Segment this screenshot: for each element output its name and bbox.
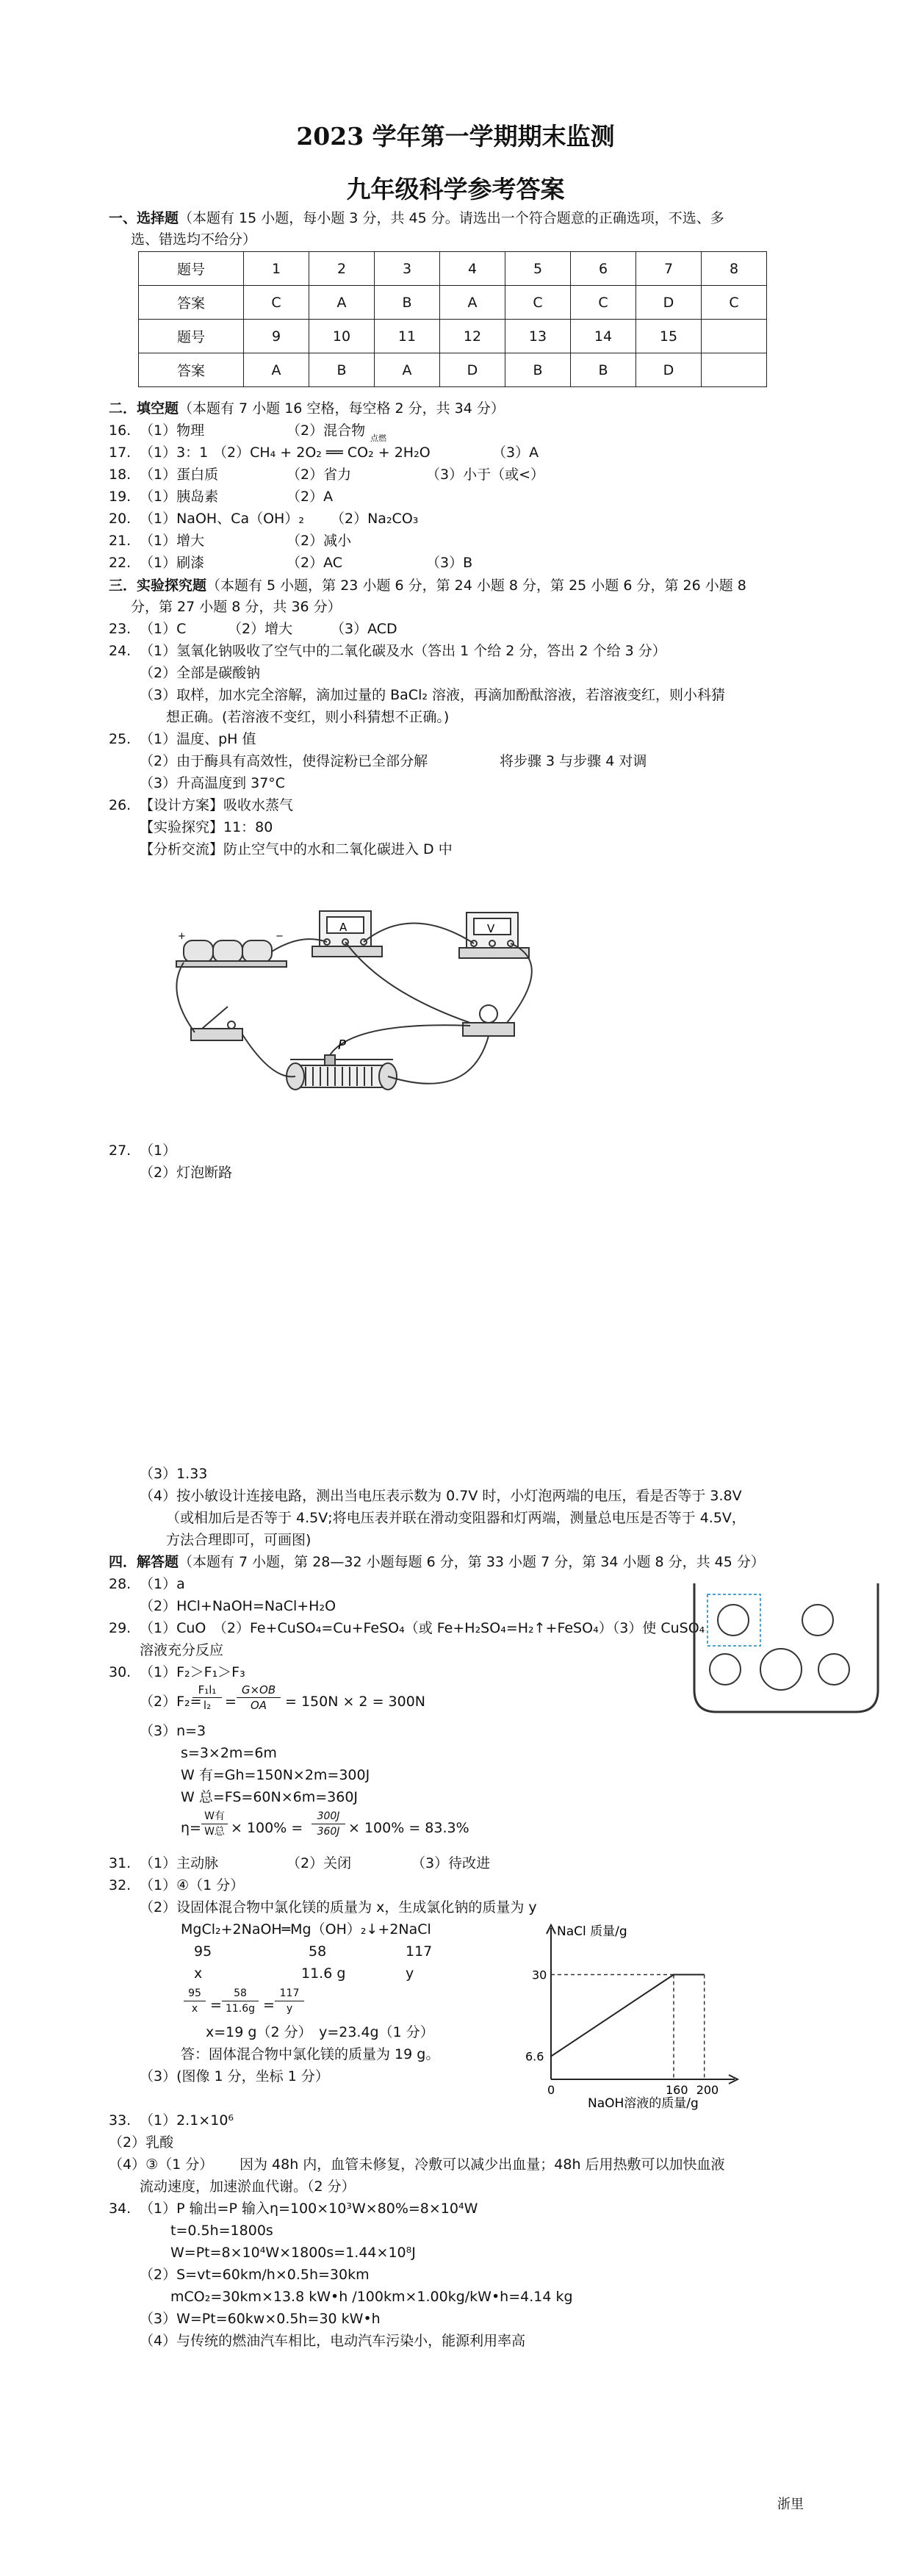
table-cell: 9 xyxy=(244,320,309,353)
table-cell xyxy=(702,353,767,387)
fraction-den: l₂ xyxy=(203,1699,212,1712)
fraction-num: 300J xyxy=(312,1809,345,1824)
table-cell: 6 xyxy=(571,252,636,286)
fraction-num: G×OB xyxy=(237,1683,281,1698)
nacl-chart xyxy=(507,1918,757,2116)
q30-line-7c: × 100% = 83.3% xyxy=(348,1820,469,1836)
q26-line-3: 【分析交流】防止空气中的水和二氧化碳进入 D 中 xyxy=(140,841,453,857)
q32-line-6: （3）(图像 1 分，坐标 1 分） xyxy=(140,2068,329,2084)
table-cell: 7 xyxy=(636,252,702,286)
section1-desc2: 选、错选均不给分） xyxy=(131,231,257,248)
q34-number: 34. xyxy=(109,2201,132,2217)
q33-line-4: 流动速度，加速淤血代谢。（2 分） xyxy=(140,2179,356,2195)
q33-number: 33. xyxy=(109,2112,132,2129)
table-cell: 题号 xyxy=(139,252,244,286)
molecule-circle xyxy=(760,1649,802,1690)
table-cell: 8 xyxy=(702,252,767,286)
q31-number: 31. xyxy=(109,1855,132,1871)
table-cell: 5 xyxy=(505,252,571,286)
table-cell: A xyxy=(440,286,505,320)
q34-line-6: （3）W=Pt=60kw×0.5h=30 kW•h xyxy=(140,2311,381,2327)
q26-number: 26. xyxy=(109,797,132,813)
q29-number: 29. xyxy=(109,1620,132,1636)
fraction-den: W总 xyxy=(204,1826,225,1838)
q32-equation: MgCl₂+2NaOH═Mg（OH）₂↓+2NaCl xyxy=(181,1921,431,1938)
q30-line-7b: × 100% = xyxy=(231,1820,303,1836)
q25-line-1: （1）温度、pH 值 xyxy=(140,731,256,747)
table-cell: 15 xyxy=(636,320,702,353)
fraction-num: F₁l₁ xyxy=(192,1683,222,1698)
q25-line-3: （3）升高温度到 37°C xyxy=(140,775,286,791)
q27-line-5: （或相加后是否等于 4.5V;将电压表并联在滑动变阻器和灯两端，测量总电压是否等于 4.5V， xyxy=(166,1510,746,1526)
q27-line-3: （3）1.33 xyxy=(140,1466,208,1482)
answer-subtitle: 九年级科学参考答案 xyxy=(346,175,565,204)
q23-answer-3: （3）ACD xyxy=(331,621,397,637)
table-cell: A xyxy=(244,353,309,387)
q30-line-3: （3）n=3 xyxy=(140,1723,206,1739)
q22-number: 22. xyxy=(109,555,132,571)
table-cell: B xyxy=(375,286,440,320)
q27-number: 27. xyxy=(109,1143,132,1159)
table-cell: A xyxy=(309,286,375,320)
q17-answer-1: （1）3：1 xyxy=(140,445,209,461)
q16-answer-1: （1）物理 xyxy=(140,422,205,439)
q19-answer-1: （1）胰岛素 xyxy=(140,489,219,505)
beaker-diagram xyxy=(687,1580,885,1719)
equals-sign: = xyxy=(210,1997,222,2013)
lamp-icon xyxy=(463,1005,514,1036)
y-axis-label: NaCl 质量/g xyxy=(557,1924,627,1939)
q34-line-1: （1）P 输出=P 输入η=100×10³W×80%=8×10⁴W xyxy=(140,2201,478,2217)
battery-minus-label: − xyxy=(276,931,284,942)
q24-line-3: （3）取样，加水完全溶解，滴加过量的 BaCl₂ 溶液，再滴加酚酞溶液，若溶液变红，则小科猜 xyxy=(140,687,726,703)
q32-line-5: 答：固体混合物中氯化镁的质量为 19 g。 xyxy=(181,2046,440,2062)
table-cell: 14 xyxy=(571,320,636,353)
fraction xyxy=(222,1986,259,2016)
fraction-num: 58 xyxy=(222,1986,259,2001)
q27-line-2: （2）灯泡断路 xyxy=(140,1165,233,1181)
table-cell: 2 xyxy=(309,252,375,286)
table-row xyxy=(139,320,767,353)
table-cell: 11 xyxy=(375,320,440,353)
table-cell: 10 xyxy=(309,320,375,353)
q26-line-2: 【实验探究】11：80 xyxy=(140,819,273,835)
q16-answer-2: （2）混合物 xyxy=(287,422,366,439)
table-cell: 13 xyxy=(505,320,571,353)
q32-mass-1: 95 xyxy=(194,1943,212,1960)
q24-number: 24. xyxy=(109,643,132,659)
q30-line-2b: = 150N × 2 = 300N xyxy=(285,1694,426,1710)
voltmeter-icon xyxy=(459,913,529,958)
x-tick-label: 0 xyxy=(547,2083,555,2097)
section1-line xyxy=(109,209,724,228)
x-axis-label: NaOH溶液的质量/g xyxy=(588,2096,699,2111)
fraction-den: 360J xyxy=(317,1826,340,1838)
section3-desc: （本题有 5 小题，第 23 小题 6 分，第 24 小题 8 分，第 25 小题 6 分，第 26 小题 8 xyxy=(206,578,746,594)
equals-sign: = xyxy=(263,1997,275,2013)
q16-number: 16. xyxy=(109,422,132,439)
table-cell: C xyxy=(505,286,571,320)
q21-answer-2: （2）减小 xyxy=(287,533,352,549)
section3-line xyxy=(109,576,746,595)
q32-mass-2: 58 xyxy=(309,1943,327,1960)
x-tick-label: 200 xyxy=(696,2083,719,2097)
table-cell: 答案 xyxy=(139,353,244,387)
battery-icon xyxy=(176,940,287,967)
table-cell: 题号 xyxy=(139,320,244,353)
table-cell: 1 xyxy=(244,252,309,286)
q27-line-6: 方法合理即可，可画图) xyxy=(166,1532,312,1548)
q25-number: 25. xyxy=(109,731,132,747)
fraction xyxy=(192,1683,222,1713)
q33-line-1: （1）2.1×10⁶ xyxy=(140,2112,234,2129)
q34-line-4: （2）S=vt=60km/h×0.5h=30km xyxy=(140,2267,370,2283)
q20-number: 20. xyxy=(109,511,132,527)
fraction xyxy=(237,1683,281,1713)
q19-number: 19. xyxy=(109,489,132,505)
q20-answer-1: （1）NaOH、Ca（OH）₂ xyxy=(140,511,304,527)
section1-desc: （本题有 15 小题，每小题 3 分，共 45 分。请选出一个符合题意的正确选项，不选、多 xyxy=(179,210,724,226)
q28-line-2: （2）HCl+NaOH=NaCl+H₂O xyxy=(140,1598,336,1614)
battery-plus-label: + xyxy=(178,931,186,942)
q17-answer-2: （2）CH₄ + 2O₂ ══ CO₂ + 2H₂O xyxy=(213,445,431,461)
y-tick-label: 6.6 xyxy=(525,2049,544,2064)
table-cell: 4 xyxy=(440,252,505,286)
table-cell xyxy=(702,320,767,353)
q32-line-2: （2）设固体混合物中氯化镁的质量为 x，生成氯化钠的质量为 y xyxy=(140,1899,537,1915)
fraction xyxy=(312,1809,345,1839)
ion-circle xyxy=(710,1654,741,1685)
ion-circle xyxy=(802,1605,833,1636)
q32-var-1: x xyxy=(194,1965,203,1982)
section4-line xyxy=(109,1553,765,1572)
fraction-num: 95 xyxy=(184,1986,206,2001)
q33-line-2: （2）乳酸 xyxy=(109,2134,174,2151)
q17-number: 17. xyxy=(109,445,132,461)
fraction xyxy=(184,1986,206,2016)
x-tick-label: 160 xyxy=(665,2083,688,2097)
q24-line-1: （1）氢氧化钠吸收了空气中的二氧化碳及水（答出 1 个给 2 分，答出 2 个给 3 分） xyxy=(140,643,666,659)
q21-answer-1: （1）增大 xyxy=(140,533,205,549)
fraction-den: x xyxy=(191,2003,198,2015)
q31-answer-2: （2）关闭 xyxy=(287,1855,352,1871)
q22-answer-3: （3）B xyxy=(426,555,473,571)
table-cell: B xyxy=(505,353,571,387)
table-cell: 3 xyxy=(375,252,440,286)
series-line xyxy=(551,1975,705,2057)
q17-answer-3: （3）A xyxy=(492,445,539,461)
ammeter-icon xyxy=(312,911,382,957)
section2-desc: （本题有 7 小题 16 空格，每空格 2 分，共 34 分） xyxy=(179,400,505,417)
q23-answer-2: （2）增大 xyxy=(228,621,293,637)
equals-sign: = xyxy=(225,1694,237,1710)
switch-icon xyxy=(191,1007,242,1040)
table-row xyxy=(139,353,767,387)
q18-answer-2: （2）省力 xyxy=(287,467,352,483)
q19-answer-2: （2）A xyxy=(287,489,334,505)
q30-line-5: W 有=Gh=150N×2m=300J xyxy=(181,1767,370,1783)
exam-title: 2023 学年第一学期期末监测 xyxy=(296,122,615,151)
rheostat-icon xyxy=(287,1055,397,1090)
q30-line-4: s=3×2m=6m xyxy=(181,1745,277,1761)
q26-line-1: 【设计方案】吸收水蒸气 xyxy=(140,797,294,813)
table-cell: C xyxy=(244,286,309,320)
circuit-diagram xyxy=(162,860,573,1124)
q25-line-2: （2）由于酶具有高效性，使得淀粉已全部分解 xyxy=(140,753,428,769)
q31-answer-3: （3）待改进 xyxy=(411,1855,491,1871)
slider-label: P xyxy=(338,1037,346,1053)
highlight-box xyxy=(707,1594,760,1646)
q24-line-2: （2）全部是碳酸钠 xyxy=(140,665,261,681)
q34-line-5: mCO₂=30km×13.8 kW•h /100km×1.00kg/kW•h=4.14 kg xyxy=(170,2289,573,2305)
q30-line-1: （1）F₂＞F₁＞F₃ xyxy=(140,1664,245,1680)
q34-line-3: W=Pt=8×10⁴W×1800s=1.44×10⁸J xyxy=(170,2245,416,2261)
table-cell: D xyxy=(440,353,505,387)
q32-line-4: x=19 g（2 分） y=23.4g（1 分） xyxy=(206,2024,434,2040)
fraction-den: OA xyxy=(250,1699,267,1712)
ion-circle xyxy=(818,1654,849,1685)
voltmeter-label: V xyxy=(487,922,495,935)
section2-line xyxy=(109,399,505,418)
q18-number: 18. xyxy=(109,467,132,483)
footer-mark: 浙里 xyxy=(777,2497,804,2512)
table-cell: C xyxy=(702,286,767,320)
table-cell: B xyxy=(309,353,375,387)
ammeter-label: A xyxy=(339,921,348,934)
table-cell: 答案 xyxy=(139,286,244,320)
q29-line-2: 溶液充分反应 xyxy=(140,1642,224,1658)
q32-line-1: （1）④（1 分） xyxy=(140,1877,245,1893)
q30-line-6: W 总=FS=60N×6m=360J xyxy=(181,1789,359,1805)
q31-answer-1: （1）主动脉 xyxy=(140,1855,219,1871)
q33-line-3b: 因为 48h 内，血管未修复，冷敷可以减少出血量；48h 后用热敷可以加快血液 xyxy=(240,2156,725,2173)
q32-var-2: 11.6 g xyxy=(301,1965,346,1982)
q28-line-1: （1）a xyxy=(140,1576,185,1592)
q34-line-2: t=0.5h=1800s xyxy=(170,2223,273,2239)
table-cell: B xyxy=(571,353,636,387)
q17-condition: 点燃 xyxy=(370,433,386,443)
table-cell: C xyxy=(571,286,636,320)
section2-heading: 二．填空题 xyxy=(109,400,179,417)
q32-number: 32. xyxy=(109,1877,132,1893)
q34-line-7: （4）与传统的燃油汽车相比，电动汽车污染小，能源利用率高 xyxy=(140,2333,526,2349)
fraction-den: 11.6g xyxy=(225,2003,256,2015)
q29-line-1: （1）CuO （2）Fe+CuSO₄=Cu+FeSO₄（或 Fe+H₂SO₄=H₂↑+FeSO₄）（3）使 CuSO₄ xyxy=(140,1620,705,1636)
q28-number: 28. xyxy=(109,1576,132,1592)
q18-answer-3: （3）小于（或<） xyxy=(426,467,545,483)
y-tick-label: 30 xyxy=(532,1968,547,1982)
q27-line-1: （1） xyxy=(140,1143,177,1159)
fraction-num: W有 xyxy=(201,1809,228,1824)
table-cell: D xyxy=(636,353,702,387)
section3-heading: 三．实验探究题 xyxy=(109,578,207,594)
section4-heading: 四．解答题 xyxy=(109,1554,179,1570)
q24-line-4: 想正确。(若溶液不变红，则小科猜想不正确。) xyxy=(166,709,450,725)
table-row xyxy=(139,252,767,286)
q25-line-2b: 将步骤 3 与步骤 4 对调 xyxy=(500,753,647,769)
q23-number: 23. xyxy=(109,621,132,637)
section4-desc: （本题有 7 小题，第 28—32 小题每题 6 分，第 33 小题 7 分，第 34 小题 8 分，共 45 分） xyxy=(179,1554,765,1570)
table-row xyxy=(139,286,767,320)
q23-answer-1: （1）C xyxy=(140,621,187,637)
fraction-num: 117 xyxy=(275,1986,304,2001)
q21-number: 21. xyxy=(109,533,132,549)
q30-line-7a: η= xyxy=(181,1820,201,1836)
q22-answer-2: （2）AC xyxy=(287,555,343,571)
q30-line-2a: （2）F₂= xyxy=(140,1694,202,1710)
section1-heading: 一、选择题 xyxy=(109,210,179,226)
q18-answer-1: （1）蛋白质 xyxy=(140,467,219,483)
q30-number: 30. xyxy=(109,1664,132,1680)
table-cell: A xyxy=(375,353,440,387)
q32-mass-3: 117 xyxy=(406,1943,433,1960)
q27-line-4: （4）按小敏设计连接电路，测出当电压表示数为 0.7V 时，小灯泡两端的电压，看是否等于 3.8V xyxy=(140,1488,742,1504)
q32-var-3: y xyxy=(406,1965,414,1982)
table-cell: D xyxy=(636,286,702,320)
table-cell: 12 xyxy=(440,320,505,353)
q33-line-3: （4）③（1 分） xyxy=(109,2156,214,2173)
section3-desc2: 分，第 27 小题 8 分，共 36 分） xyxy=(131,599,342,615)
fraction xyxy=(201,1809,228,1839)
q22-answer-1: （1）刷漆 xyxy=(140,555,205,571)
q20-answer-2: （2）Na₂CO₃ xyxy=(331,511,419,527)
beaker-outline xyxy=(694,1583,878,1712)
fraction xyxy=(275,1986,304,2016)
fraction-den: y xyxy=(286,2003,293,2015)
ion-circle xyxy=(718,1605,749,1636)
answer-table xyxy=(138,251,767,387)
